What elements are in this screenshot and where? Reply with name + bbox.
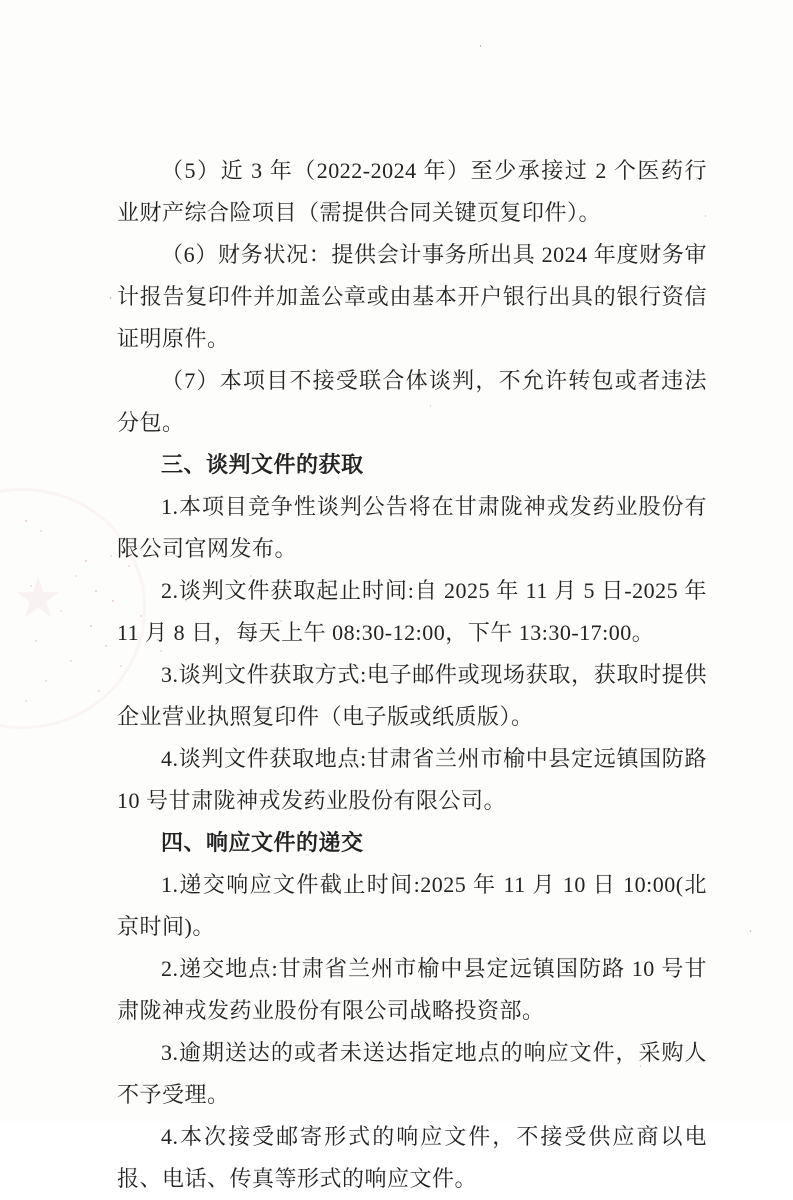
paragraph-requirement-7: （7）本项目不接受联合体谈判，不允许转包或者违法分包。 [117, 368, 707, 435]
paragraph-section4-item-3: 3.逾期送达的或者未送达指定地点的响应文件，采购人不予受理。 [117, 1040, 707, 1107]
paragraph-section3-item-3: 3.谈判文件获取方式:电子邮件或现场获取，获取时提供企业营业执照复印件（电子版或纸质版）。 [117, 662, 707, 729]
paragraph-requirement-6: （6）财务状况：提供会计事务所出具 2024 年度财务审计报告复印件并加盖公章或由基本开户银行出具的银行资信证明原件。 [117, 242, 707, 351]
star-icon: ★ [13, 568, 64, 630]
section-heading-3: 三、谈判文件的获取 [161, 452, 364, 477]
paragraph-section4-item-1: 1.递交响应文件截止时间:2025 年 11 月 10 日 10:00(北京时间)。 [117, 872, 707, 939]
grey-scan-speckles [480, 45, 481, 47]
paragraph-section3-item-1: 1.本项目竞争性谈判公告将在甘肃陇神戎发药业股份有限公司官网发布。 [117, 494, 707, 561]
paragraph-section3-item-2: 2.谈判文件获取起止时间:自 2025 年 11 月 5 日-2025 年 11 月 8 日，每天上午 08:30-12:00，下午 13:30-17:00。 [117, 578, 707, 645]
paragraph-section4-item-2: 2.递交地点:甘肃省兰州市榆中县定远镇国防路 10 号甘肃陇神戎发药业股份有限公司战略投资部。 [117, 956, 707, 1023]
paragraph-requirement-5: （5）近 3 年（2022-2024 年）至少承接过 2 个医药行业财产综合险项目（需提供合同关键页复印件）。 [117, 158, 707, 225]
section-heading-4: 四、响应文件的递交 [161, 830, 364, 855]
paragraph-section4-item-4: 4.本次接受邮寄形式的响应文件，不接受供应商以电报、电话、传真等形式的响应文件。 [117, 1124, 707, 1191]
paragraph-section3-item-4: 4.谈判文件获取地点:甘肃省兰州市榆中县定远镇国防路 10 号甘肃陇神戎发药业股份有限公司。 [117, 746, 707, 813]
pink-scan-speckles [25, 520, 27, 522]
document-body [117, 150, 707, 1200]
